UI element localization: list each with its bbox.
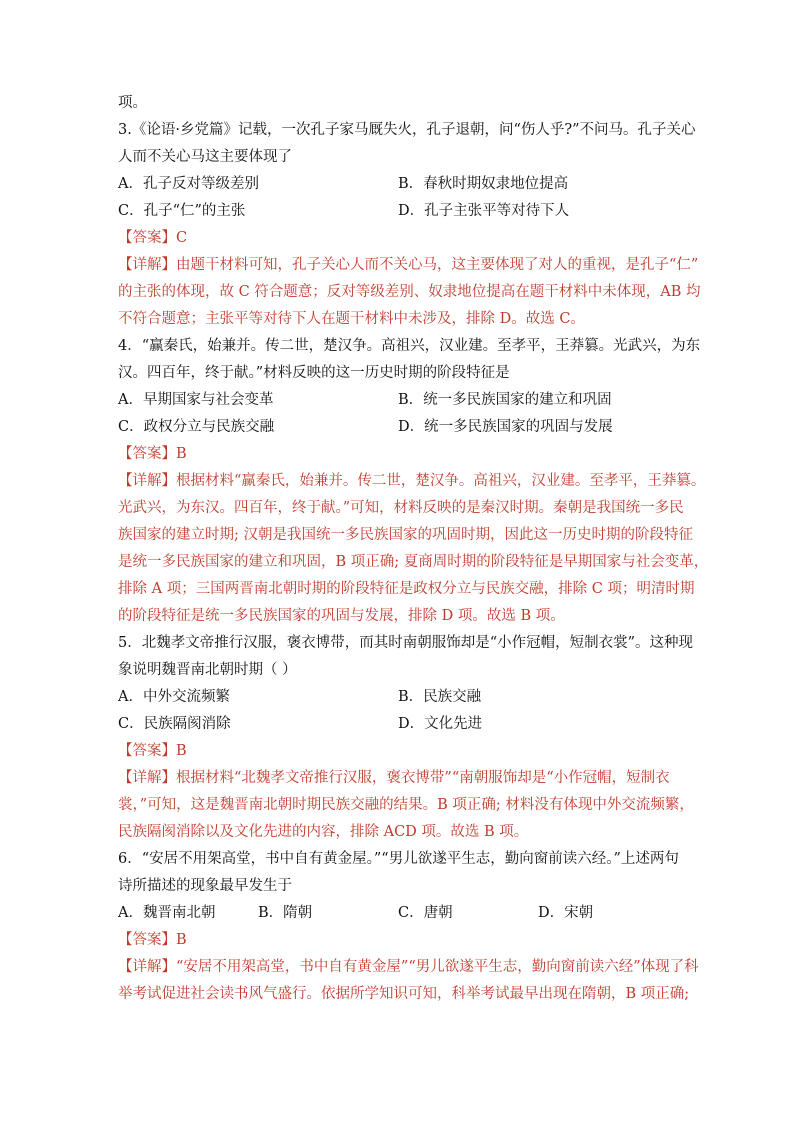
answer-line [118,738,678,765]
answer-tag: 【答案】 [118,932,176,948]
answer-value: B [176,446,187,462]
explanation-line: 【详解】根据材料“北魏孝文帝推行汉服，褒衣博带”“南朝服饰却是“小作冠帽，短制衣 [118,770,670,786]
answer-value: C [176,230,188,246]
question-text-line: 4．“赢秦氏，始兼并。传二世，楚汉争。高祖兴，汉业建。至孝平，王莽篡。光武兴，为东 [118,338,701,354]
document-content [118,90,709,1008]
explanation-line: 【详解】根据材料“赢秦氏，始兼并。传二世，楚汉争。高祖兴，汉业建。至孝平，王莽篡。 [118,473,706,489]
option-d: D．统一多民族国家的巩固与发展 [398,419,613,435]
option-b: B．春秋时期奴隶地位提高 [398,176,569,192]
explanation-tag: 【详解】 [118,770,176,786]
explanation-line: 是统一多民族国家的建立和巩固，B 项正确; 夏商周时期的阶段特征是早期国家与社会变革， [118,554,709,570]
option-c: C．民族隔阂消除 [118,716,231,732]
explanation-line: 民族隔阂消除以及文化先进的内容，排除 ACD 项。故选 B 项。 [118,824,529,840]
explanation-line: 排除 A 项；三国两晋南北朝时期的阶段特征是政权分立与民族交融，排除 C 项；明清时期 [118,581,695,597]
answer-line [118,927,678,954]
answer-value: B [176,932,187,948]
option-c: C．唐朝 [398,905,453,921]
answer-tag: 【答案】 [118,230,176,246]
options-row [118,387,678,414]
lead-line: 项。 [118,95,147,111]
explanation-tag: 【详解】 [118,257,176,273]
option-c: C．政权分立与民族交融 [118,419,275,435]
answer-line [118,441,678,468]
explanation-tag: 【详解】 [118,473,176,489]
options-row [118,711,678,738]
explanation-line: 光武兴，为东汉。四百年，终于献。”可知，材料反映的是秦汉时期。秦朝是我国统一多民 [118,500,684,516]
question-text-line: 诗所描述的现象最早发生于 [118,878,292,894]
question-5 [118,630,694,846]
question-text-line: 3.《论语·乡党篇》记载，一次孔子家马厩失火，孔子退朝，问“伤人乎?”不问马。孔子关心 [118,122,696,138]
question-text-line: 5．北魏孝文帝推行汉服，褒衣博带，而其时南朝服饰却是“小作冠帽，短制衣裳”。这种现 [118,635,694,651]
option-a: A．魏晋南北朝 [118,905,216,921]
options-row [118,198,678,225]
explanation-line: 【详解】由题干材料可知，孔子关心人而不关心马，这主要体现了对人的重视，是孔子“仁” [118,257,699,273]
option-a: A．中外交流频繁 [118,689,230,705]
option-d: D．宋朝 [538,905,594,921]
answer-tag: 【答案】 [118,743,176,759]
options-row [118,171,678,198]
option-b: B．民族交融 [398,689,482,705]
options-row [118,900,678,927]
option-d: D．孔子主张平等对待下人 [398,203,570,219]
explanation-line: 族国家的建立时期; 汉朝是我国统一多民族国家的巩固时期，因此这一历史时期的阶段特征 [118,527,693,543]
option-d: D．文化先进 [398,716,483,732]
option-a: A．早期国家与社会变革 [118,392,274,408]
explanation-line: 的阶段特征是统一多民族国家的巩固与发展，排除 D 项。故选 B 项。 [118,608,565,624]
question-3 [118,117,701,333]
explanation-line: 的主张的体现，故 C 符合题意；反对等级差别、奴隶地位提高在题干材料中未体现，AB 均 [118,284,701,300]
option-c: C．孔子“仁”的主张 [118,203,246,219]
explanation-line: 【详解】“安居不用架高堂，书中自有黄金屋”“男儿欲遂平生志，勤向窗前读六经”体现了科 [118,959,699,975]
question-text-line: 人而不关心马这主要体现了 [118,149,292,165]
question-6 [118,846,699,1008]
explanation-tag: 【详解】 [118,959,176,975]
option-a: A．孔子反对等级差别 [118,176,259,192]
question-4 [118,333,709,630]
question-text-line: 汉。四百年，终于献。”材料反映的这一历史时期的阶段特征是 [118,365,510,381]
option-b: B．统一多民族国家的建立和巩固 [398,392,612,408]
option-b: B．隋朝 [258,905,313,921]
answer-tag: 【答案】 [118,446,176,462]
options-row [118,684,678,711]
answer-line [118,225,678,252]
answer-value: B [176,743,187,759]
explanation-line: 举考试促进社会读书风气盛行。依据所学知识可知，科举考试最早出现在隋朝，B 项正确; [118,986,690,1002]
question-text-line: 象说明魏晋南北朝时期（ ） [118,662,297,678]
explanation-line: 裳，”可知，这是魏晋南北朝时期民族交融的结果。B 项正确; 材料没有体现中外交流频繁， [118,797,694,813]
question-text-line: 6．“安居不用架高堂，书中自有黄金屋。”“男儿欲遂平生志，勤向窗前读六经。”上述两句 [118,851,679,867]
options-row [118,414,678,441]
explanation-line: 不符合题意；主张平等对待下人在题干材料中未涉及，排除 D。故选 C。 [118,311,585,327]
